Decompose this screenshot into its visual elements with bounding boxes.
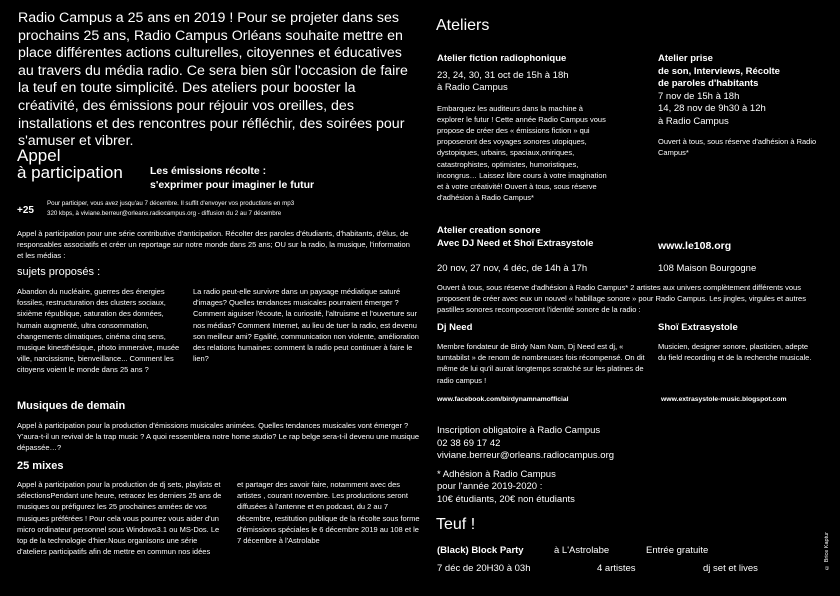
- teuf-event: (Black) Block Party: [437, 545, 524, 556]
- teuf-date: 7 déc de 20H30 à 03h: [437, 563, 531, 574]
- teuf-place: à L'Astrolabe: [554, 545, 610, 556]
- musiques-text: Appel à participation pour la production d'émissions musicales animées. Quelles tendances musicales vont émerger ? Y'aura-t-il un revival de la trap music ? A quoi ressemblera notre home studio? Le rap belge sera-t-il devenu une musique dépassée…?: [17, 421, 420, 453]
- emissions-title: Les émissions récolte : s'exprimer pour imaginer le futur: [150, 165, 315, 191]
- sonore-title: Atelier creation sonore Avec DJ Need et Shoï Extrasystole: [437, 225, 594, 249]
- blog-link[interactable]: www.extrasystole-music.blogspot.com: [661, 396, 787, 403]
- appel-title: Appel à participation: [17, 146, 123, 182]
- plus25-label: +25: [17, 205, 34, 216]
- appel-paragraph: Appel à participation pour une série contributive d'anticipation. Récolter des paroles d'étudiants, d'habitants, d'élus, de responsables associatifs et créer un reportage sur notre monde dans 25 ans; OU sur la radio, la musique, l'information et les médias :: [17, 229, 410, 261]
- fiction-date: 23, 24, 30, 31 oct de 15h à 18h: [437, 69, 569, 81]
- djneed-title: Dj Need: [437, 322, 473, 333]
- shoi-title: Shoï Extrasystole: [658, 322, 738, 333]
- fiction-title: Atelier fiction radiophonique: [437, 53, 567, 64]
- sonore-text: Ouvert à tous, sous réserve d'adhésion à Radio Campus* 2 artistes aux univers complètement différents vous proposent de créer avec eux un nouvel « habillage sonore » pour Radio Campus. Les jingles, virgules et autres pastilles sonores recomposeront l'identité sonore de la radio :: [437, 283, 806, 315]
- inscription-block: Inscription obligatoire à Radio Campus 02 38 69 17 42 viviane.berreur@orleans.radiocampus.org * Adhésion à Radio Campus pour l'année 2019-2020 : 10€ étudiants, 20€ non étudiants: [437, 425, 615, 505]
- plus25-text: Pour participer, vous avez jusqu'au 7 décembre. Il suffit d'envoyer vos productions en mp3 320 kbps, à viviane.berreur@orleans.radiocampus.org - diffusion du 2 au 7 décembre: [47, 200, 295, 217]
- teuf-title: Teuf !: [436, 516, 476, 533]
- sujets-title: sujets proposés :: [17, 266, 101, 278]
- shoi-text: Musicien, designer sonore, plasticien, adepte du field recording et de la recherche musicale.: [658, 342, 812, 363]
- email-link[interactable]: viviane.berreur@orleans.radiocampus.org: [437, 450, 615, 461]
- sujets-right: La radio peut-elle survivre dans un paysage médiatique saturé d'images? Quelles tendances musicales pourraient émerger ? Comment aiguiser l'écoute, la curiosité, l'altruisme et l'ouverture sur nos médias? Comment Internet, au lieu de tuer la radio, est devenu son meilleur ami? Egalité, communication non violente, amélioration des relations humaines: comment la radio peut continuer à faire le lien?: [193, 287, 419, 364]
- ateliers-title: Ateliers: [436, 17, 490, 34]
- prise-text: Ouvert à tous, sous réserve d'adhésion à Radio Campus*: [658, 137, 817, 158]
- musiques-title: Musiques de demain: [17, 400, 126, 412]
- fiction-place: à Radio Campus: [437, 82, 508, 93]
- sonore-place: 108 Maison Bourgogne: [658, 263, 757, 274]
- teuf-price: Entrée gratuite: [646, 545, 709, 556]
- prise-block: Atelier prise de son, Interviews, Récolte de paroles d'habitants 7 nov de 15h à 18h 14, 28 nov de 9h30 à 12h à Radio Campus Ouvert à tous, sous réserve d'adhésion à Radio Campus*: [658, 53, 833, 158]
- intro-paragraph: Radio Campus a 25 ans en 2019 ! Pour se projeter dans ses prochains 25 ans, Radio Campus Orléans souhaite mettre en place différentes actions culturelles, citoyennes et éducatives au travers du média radio. Ce sera bien sûr l'occasion de faire la teuf en toute simplicité. Des ateliers pour booster la créativité, des émissions pour réjouir vos oreilles, des installations et des rencontres pour réfléchir, des soirées pour s'amuser et vibrer.: [18, 10, 408, 150]
- teuf-artists: 4 artistes: [597, 563, 636, 574]
- mixes-right: et partager des savoir faire, notamment avec des artistes , courant novembre. Les productions seront diffusées à l'antenne et en podcast, du 2 au 7 décembre, restitution publique de la récolte sous forme d'émissions spéciales le 6 décembre 2019 au 108 et le 7 décembre à l'Astrolabe: [237, 480, 420, 546]
- mixes-title: 25 mixes: [17, 460, 64, 472]
- sujets-left: Abandon du nucléaire, guerres des énergies fossiles, restructuration des clusters sociaux, sixième république, saturation des données, humain augmenté, ultra consommation, changements climatiques, cinéma cinq sens, musique kinesthésique, photo immersive, musée ville, narcissisme, bienveillance... Comment les citoyens voient le monde dans 25 ans ?: [17, 287, 180, 375]
- photo-credit: © Brice Kaptur: [824, 532, 830, 570]
- mixes-left: Appel à participation pour la production de dj sets, playlists et sélectionsPendant une heure, retracez les derniers 25 ans de musiques ou préfigurez les 25 prochaines années de vos musiques préférées ! Pour cela vous pourrez vous aider d'un micro ordinateur personnel sous Windows3.1 ou MS-Dos. Le top de la technologie d'hier.Nous organisons une série d'ateliers participatifs afin de mettre en commun nos idées: [17, 480, 222, 557]
- sonore-date: 20 nov, 27 nov, 4 déc, de 14h à 17h: [437, 263, 588, 274]
- djneed-text: Membre fondateur de Birdy Nam Nam, Dj Need est dj, « turntabilst » de renom de nombreuses fois récompensé. On dit même de lui qu'il aurait longtemps scratché sur les platines de radio campus !: [437, 342, 645, 385]
- teuf-dj: dj set et lives: [703, 563, 758, 574]
- fiction-block: [437, 53, 647, 203]
- site-link[interactable]: www.le108.org: [658, 240, 732, 252]
- fiction-text: Embarquez les auditeurs dans la machine à explorer le futur ! Cette année Radio Campus vous propose de créer des « émissions fiction » qui proposeront des voyages sonores utopiques, dystopiques, urbains, spaciaux,oniriques, catastrophistes, optimistes, humoristiques, incongrus… Laissez libre cours à votre imagination et à votre créativité! Ouvert à tous, sous réserve d'adhésion à Radio Campus*: [437, 103, 607, 203]
- facebook-link[interactable]: www.facebook.com/birdynamnamofficial: [437, 396, 569, 403]
